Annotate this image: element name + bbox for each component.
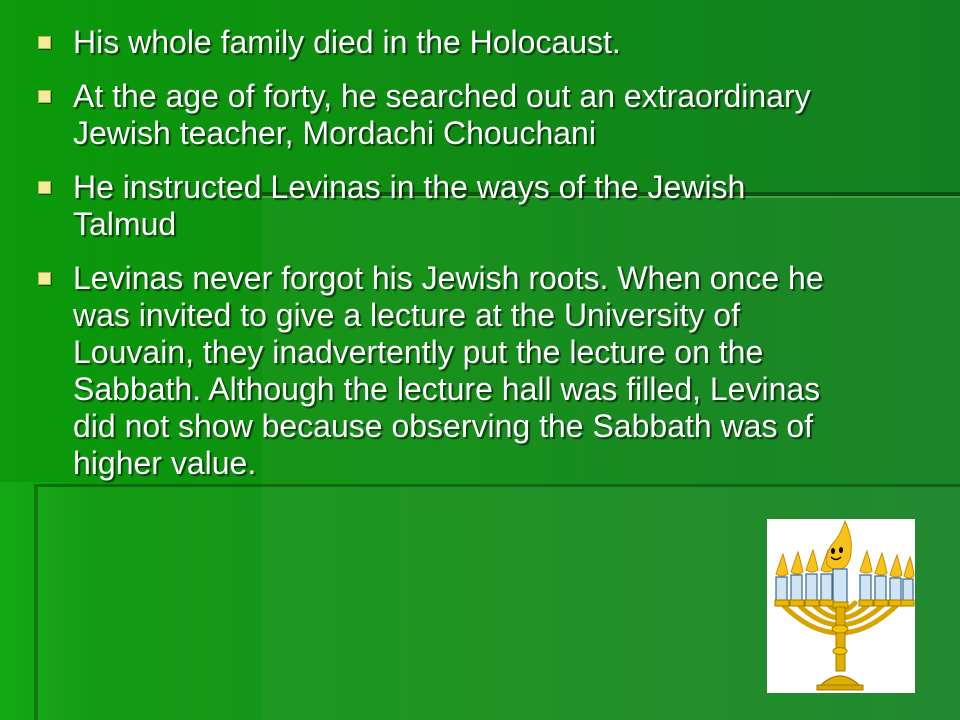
menorah-image bbox=[767, 519, 915, 693]
bullet-list bbox=[38, 24, 828, 499]
bullet-item bbox=[38, 24, 828, 61]
bullet-item bbox=[38, 169, 828, 243]
square-bullet-icon bbox=[38, 90, 51, 103]
bullet-item bbox=[38, 78, 828, 152]
bullet-text: His whole family died in the Holocaust. bbox=[73, 24, 621, 60]
bullet-text: He instructed Levinas in the ways of the Jewish Talmud bbox=[73, 169, 746, 242]
square-bullet-icon bbox=[38, 181, 51, 194]
square-bullet-icon bbox=[38, 272, 51, 285]
menorah-icon bbox=[767, 519, 915, 693]
bullet-item bbox=[38, 260, 828, 482]
square-bullet-icon bbox=[38, 36, 51, 49]
bullet-text: Levinas never forgot his Jewish roots. When once he was invited to give a lecture at the University of Louvain, they inadvertently put the lecture on the Sabbath. Although the lecture hall was filled, Levinas did not show because observing the Sabbath was of higher value. bbox=[73, 260, 824, 481]
bullet-text: At the age of forty, he searched out an extraordinary Jewish teacher, Mordachi Chouchani bbox=[73, 78, 811, 151]
